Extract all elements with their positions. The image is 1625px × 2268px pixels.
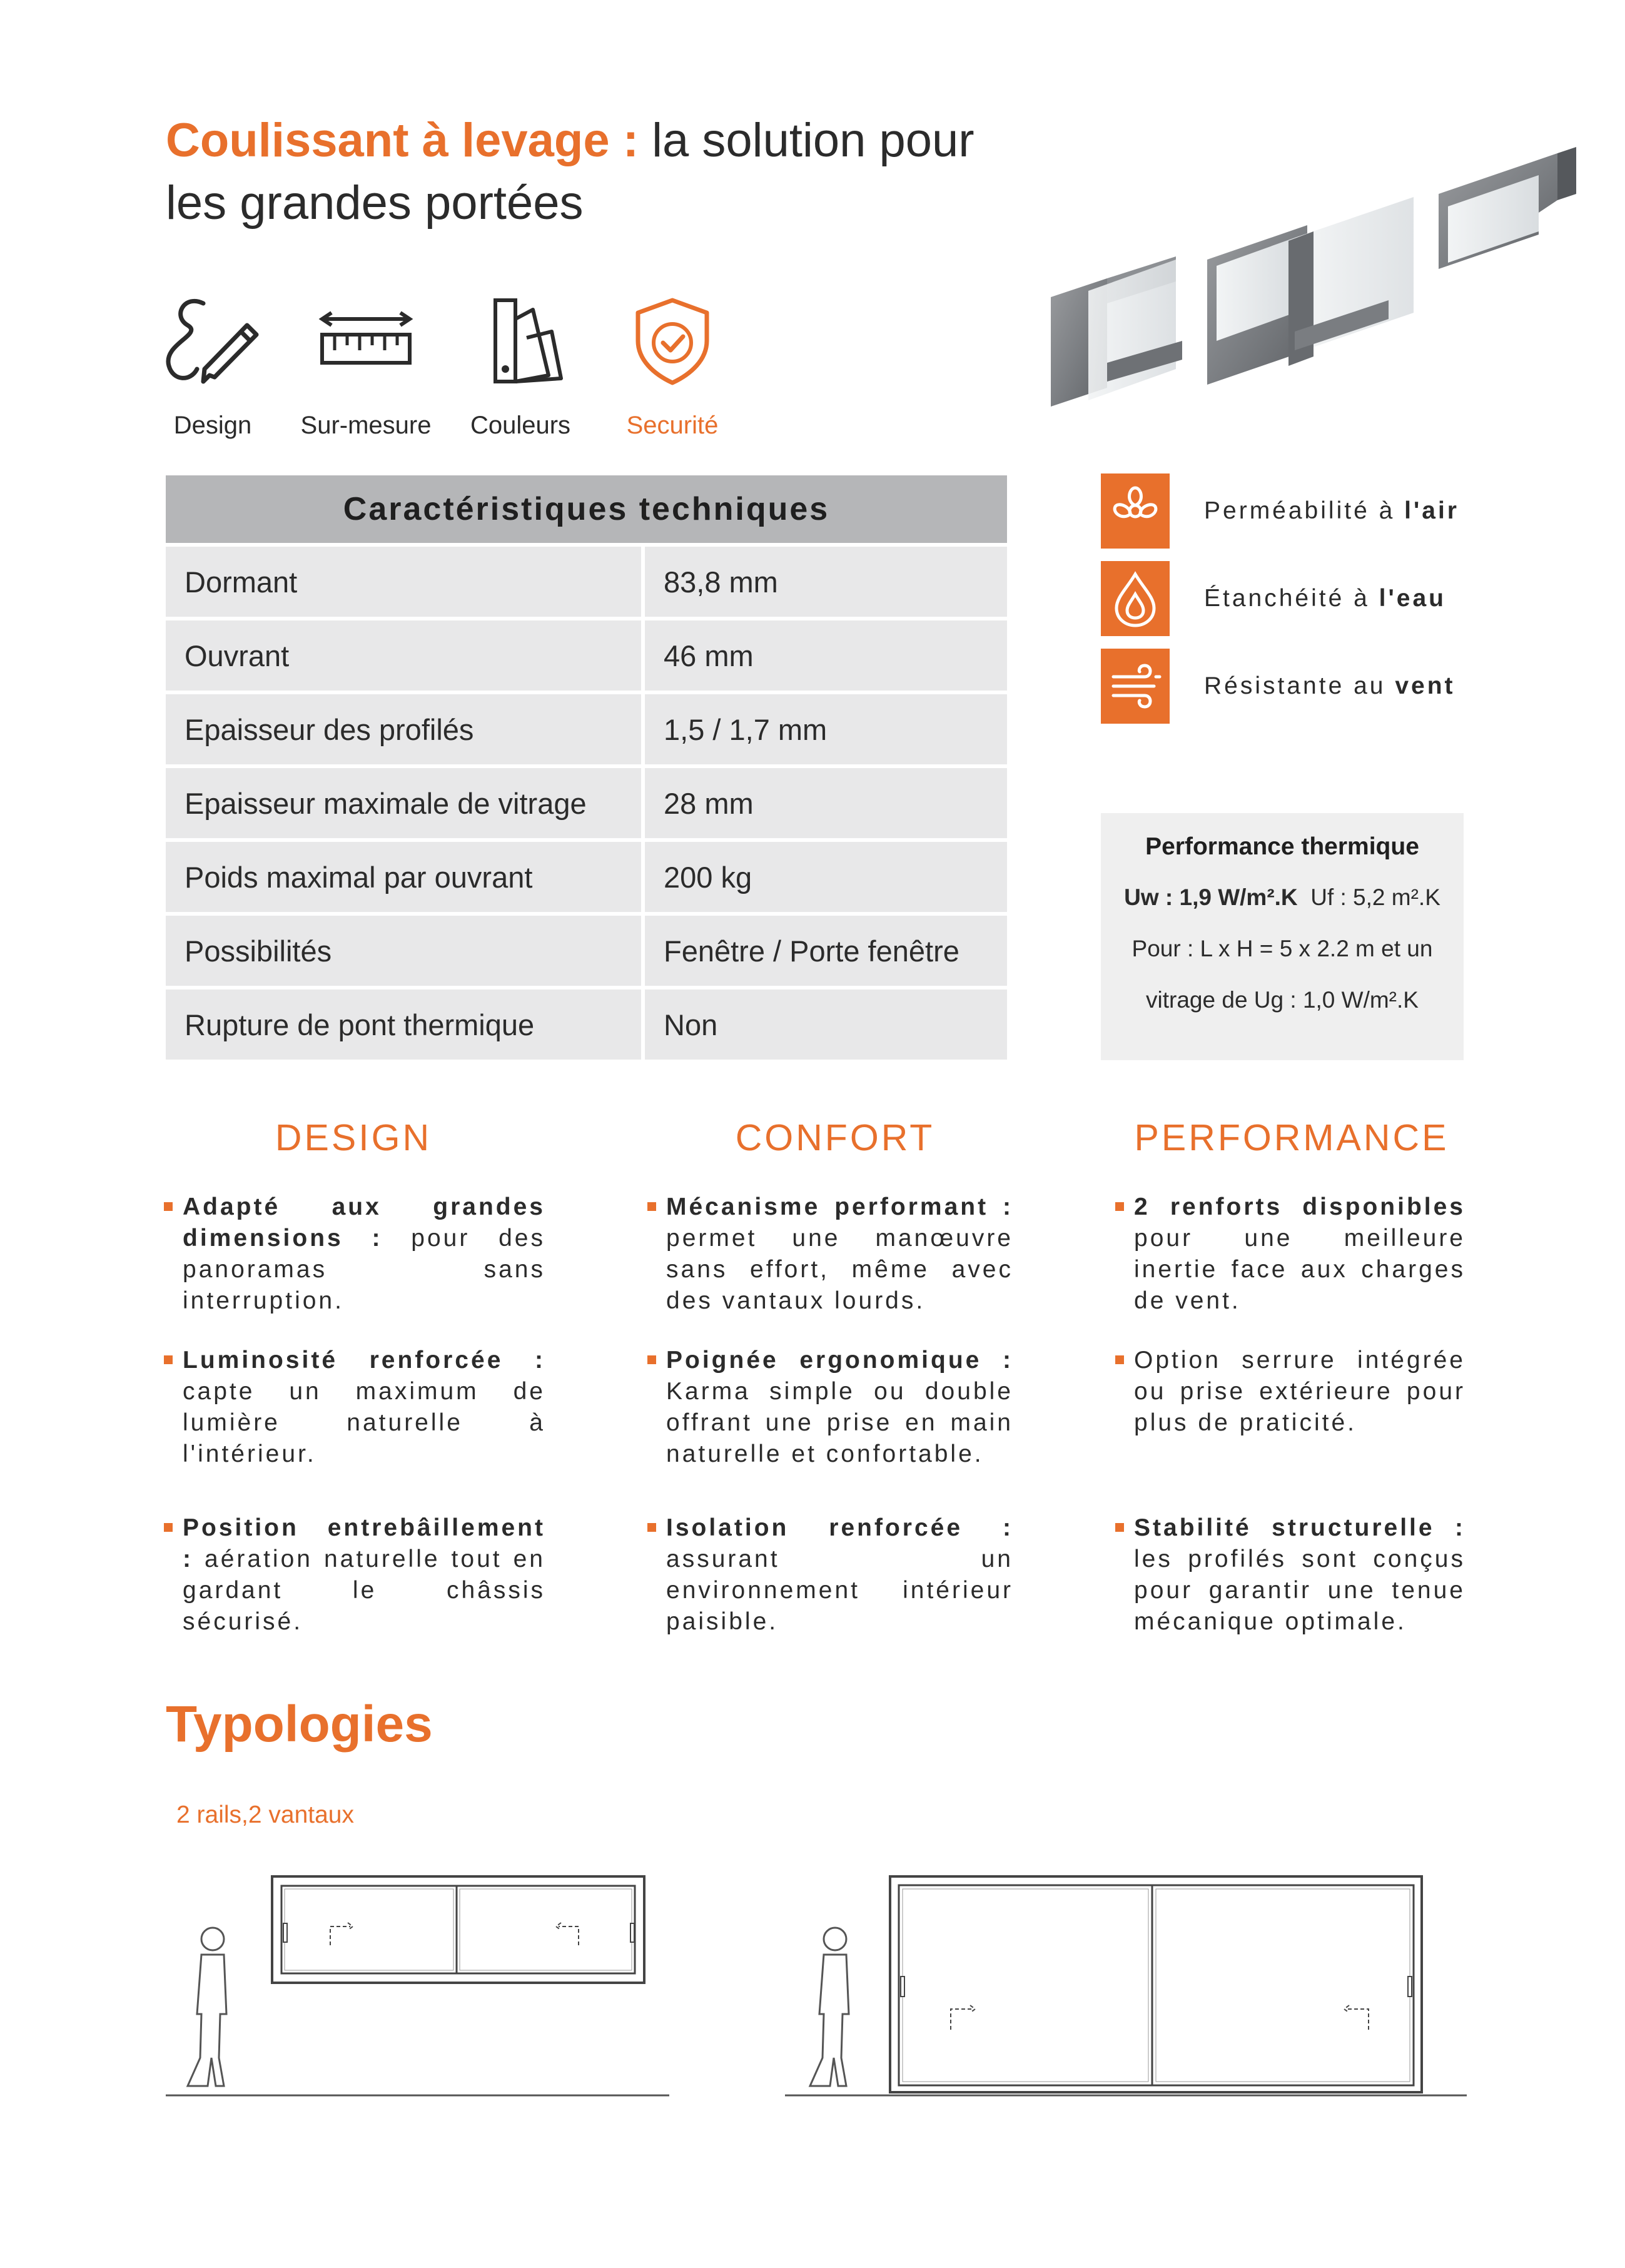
list-item: Stabilité structurelle : les profilés sont conçus pour garantir une tenue mécanique optimale. xyxy=(1115,1512,1466,1638)
list-item: Isolation renforcée : assurant un environnement intérieur paisible. xyxy=(647,1512,1013,1638)
table-row xyxy=(166,547,1007,617)
typology-subtitle: 2 rails,2 vantaux xyxy=(176,1801,354,1828)
tech-specs-header: Caractéristiques techniques xyxy=(166,475,1007,543)
spec-label: Rupture de pont thermique xyxy=(166,990,641,1060)
performance-list xyxy=(1115,1192,1466,1317)
performance-list xyxy=(1115,1345,1466,1439)
spec-label: Poids maximal par ouvrant xyxy=(166,842,641,912)
property-vent: Résistante au vent xyxy=(1101,649,1476,724)
spec-label: Dormant xyxy=(166,547,641,617)
feature-couleurs: Couleurs xyxy=(452,294,589,440)
list-item: Luminosité renforcée : capte un maximum de lumière naturelle à l'intérieur. xyxy=(164,1345,545,1470)
table-row xyxy=(166,916,1007,986)
tech-specs-table xyxy=(166,475,1007,1060)
feature-sur-mesure: Sur-mesure xyxy=(297,294,435,440)
column-heading-design: DESIGN xyxy=(275,1117,432,1158)
table-row xyxy=(166,842,1007,912)
table-row xyxy=(166,990,1007,1060)
spec-value: 1,5 / 1,7 mm xyxy=(645,694,1007,764)
shield-check-icon xyxy=(619,294,726,388)
spec-value: 28 mm xyxy=(645,768,1007,838)
person-silhouette-icon xyxy=(810,1928,849,2086)
table-row xyxy=(166,694,1007,764)
feature-securite: Securité xyxy=(604,294,741,440)
spec-value: Fenêtre / Porte fenêtre xyxy=(645,916,1007,986)
property-eau: Étanchéité à l'eau xyxy=(1101,561,1476,636)
pen-curve-icon xyxy=(159,294,266,388)
table-row xyxy=(166,620,1007,691)
design-list xyxy=(164,1512,545,1638)
spec-value: 83,8 mm xyxy=(645,547,1007,617)
confort-list xyxy=(647,1512,1013,1638)
confort-list xyxy=(647,1345,1013,1470)
design-list xyxy=(164,1345,545,1470)
person-silhouette-icon xyxy=(188,1928,226,2086)
door-typology-diagram xyxy=(785,1870,1473,2108)
confort-list xyxy=(647,1192,1013,1317)
air-icon xyxy=(1101,473,1170,549)
spec-label: Epaisseur maximale de vitrage xyxy=(166,768,641,838)
spec-value: 200 kg xyxy=(645,842,1007,912)
wind-icon xyxy=(1101,649,1170,724)
water-drops-icon xyxy=(1101,561,1170,636)
list-item: Adapté aux grandes dimensions : pour des panoramas sans interruption. xyxy=(164,1192,545,1317)
performance-list xyxy=(1115,1512,1466,1638)
property-air: Perméabilité à l'air xyxy=(1101,473,1476,549)
ruler-icon xyxy=(313,294,419,388)
list-item: Position entrebâillement : aération naturelle tout en gardant le châssis sécurisé. xyxy=(164,1512,545,1638)
list-item: 2 renforts disponibles pour une meilleure inertie face aux charges de vent. xyxy=(1115,1192,1466,1317)
spec-label: Ouvrant xyxy=(166,620,641,691)
feature-design: Design xyxy=(144,294,281,440)
window-typology-diagram xyxy=(163,1870,676,2108)
spec-label: Epaisseur des profilés xyxy=(166,694,641,764)
page-title: Coulissant à levage : la solution pour les grandes portées xyxy=(166,114,974,230)
profile-product-image xyxy=(1038,125,1589,425)
column-heading-confort: CONFORT xyxy=(735,1117,935,1158)
color-swatch-icon xyxy=(467,294,574,388)
spec-value: 46 mm xyxy=(645,620,1007,691)
list-item: Option serrure intégrée ou prise extérieure pour plus de praticité. xyxy=(1115,1345,1466,1439)
column-heading-performance: PERFORMANCE xyxy=(1134,1117,1449,1158)
thermal-performance-box: Performance thermique Uw : 1,9 W/m².K Uf : 5,2 m².K Pour : L x H = 5 x 2.2 m et un vitrage de Ug : 1,0 W/m².K xyxy=(1101,813,1464,1060)
spec-label: Possibilités xyxy=(166,916,641,986)
typologies-heading: Typologies xyxy=(166,1696,433,1753)
spec-value: Non xyxy=(645,990,1007,1060)
table-row xyxy=(166,768,1007,838)
list-item: Poignée ergonomique : Karma simple ou double offrant une prise en main naturelle et confortable. xyxy=(647,1345,1013,1470)
list-item: Mécanisme performant : permet une manœuvre sans effort, même avec des vantaux lourds. xyxy=(647,1192,1013,1317)
design-list xyxy=(164,1192,545,1317)
